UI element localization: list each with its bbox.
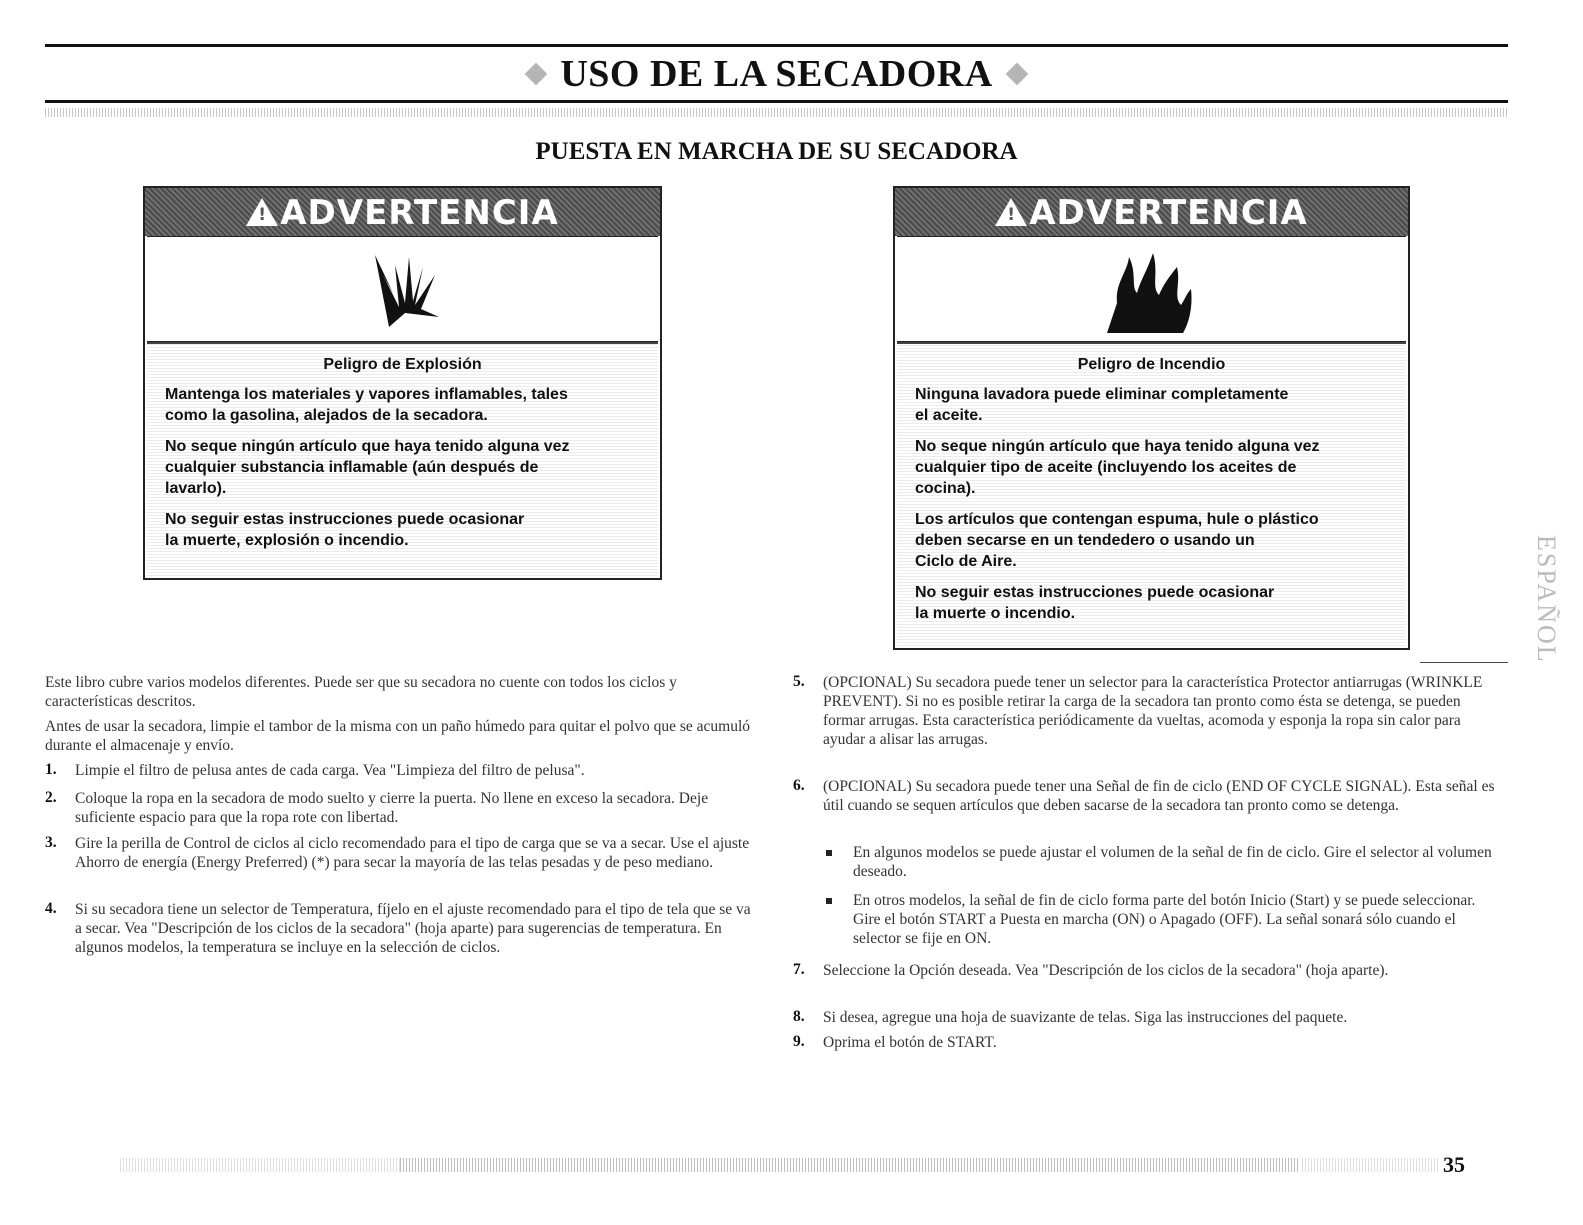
page-title: USO DE LA SECADORA — [45, 52, 1508, 96]
step-number: 2. — [45, 789, 57, 806]
warning-triangle-icon — [246, 198, 278, 226]
step-text: (OPCIONAL) Su secadora puede tener un selector para la característica Protector antiarrugas (WRINKLE PREVENT). Si no es posible retirar la carga de la secadora tan pronto como ésta se detenga, se pueden formar arrugas. Esta característica periódicamente da vueltas, acomoda y esponja la ropa sin calor para ayudar a alisar las arrugas. — [823, 674, 1483, 748]
step-number: 9. — [793, 1033, 805, 1050]
title-rule — [45, 100, 1508, 103]
footer-band — [400, 1158, 1300, 1172]
warning-paragraph: No seque ningún artículo que haya tenido alguna vez cualquier tipo de aceite (incluyendo los aceites de cocina). — [915, 438, 1320, 497]
warning-paragraph: Los artículos que contengan espuma, hule o plástico deben secarse en un tendedero o usando un Ciclo de Aire. — [915, 511, 1319, 570]
step-number: 6. — [793, 777, 805, 794]
warning-paragraph: Mantenga los materiales y vapores inflamables, tales como la gasolina, alejados de la secadora. — [165, 386, 568, 424]
step-number: 4. — [45, 900, 57, 917]
explosion-icon — [365, 245, 445, 335]
warning-paragraph: Ninguna lavadora puede eliminar completamente el aceite. — [915, 386, 1289, 424]
warning-explosion — [143, 186, 662, 580]
fire-icon — [1097, 243, 1197, 339]
warning-paragraph: No seque ningún artículo que haya tenido alguna vez cualquier substancia inflamable (aún después de lavarlo). — [165, 438, 570, 497]
bullet-text: En algunos modelos se puede ajustar el volumen de la señal de fin de ciclo. Gire el selector al volumen deseado. — [853, 844, 1492, 880]
diamond-icon — [525, 63, 548, 86]
dotted-band — [45, 108, 1508, 117]
bullet-icon — [826, 850, 832, 856]
warning-triangle-icon — [995, 198, 1027, 226]
step-number: 5. — [793, 673, 805, 690]
warning-icon-box — [897, 236, 1406, 342]
warning-paragraph: No seguir estas instrucciones puede ocasionar la muerte, explosión o incendio. — [165, 511, 525, 549]
language-tab: ESPAÑOL — [1532, 535, 1561, 664]
warning-fire — [893, 186, 1410, 650]
bullet-text: En otros modelos, la señal de fin de ciclo forma parte del botón Inicio (Start) y se puede seleccionar. Gire el botón START a Puesta en marcha (ON) o Apagado (OFF). La señal sonará sólo cuando el selector se fije en ON. — [853, 892, 1476, 947]
hazard-title: Peligro de Incendio — [1077, 356, 1226, 373]
step-text: (OPCIONAL) Su secadora puede tener una Señal de fin de ciclo (END OF CYCLE SIGNAL). Esta señal es útil cuando se sequen artículos que deben sacarse de la secadora tan pronto como se detenga. — [823, 778, 1495, 814]
step-number: 1. — [45, 761, 57, 778]
diamond-icon — [1005, 63, 1028, 86]
warning-text-panel — [897, 342, 1406, 646]
step-text: Si su secadora tiene un selector de Temperatura, fíjelo en el ajuste recomendado para el tipo de tela que se va a secar. Vea "Descripción de los ciclos de la secadora" (hoja aparte) para sugerencias de temperatura. En algunos modelos, la temperatura se incluye en la selección de ciclos. — [75, 901, 751, 956]
step-text: Coloque la ropa en la secadora de modo suelto y cierre la puerta. No llene en exceso la secadora. Deje suficiente espacio para que la ropa rote con libertad. — [75, 790, 709, 826]
section-title: PUESTA EN MARCHA DE SU SECADORA — [535, 138, 1018, 165]
step-text: Limpie el filtro de pelusa antes de cada carga. Vea "Limpieza del filtro de pelusa". — [75, 762, 585, 779]
top-rule — [45, 44, 1508, 47]
warning-header: !ADVERTENCIA — [895, 188, 1408, 236]
step-number: 7. — [793, 961, 805, 978]
column-rule — [1420, 662, 1508, 663]
step-number: 8. — [793, 1008, 805, 1025]
page-number: 35 — [1443, 1152, 1465, 1177]
intro-paragraph: Antes de usar la secadora, limpie el tambor de la misma con un paño húmedo para quitar el polvo que se acumuló durante el almacenaje y envío. — [45, 718, 751, 754]
warning-icon-box — [147, 236, 658, 342]
step-text: Seleccione la Opción deseada. Vea "Descripción de los ciclos de la secadora" (hoja aparte). — [823, 962, 1389, 979]
bullet-icon — [826, 898, 832, 904]
step-number: 3. — [45, 834, 57, 851]
warning-text-panel — [147, 342, 658, 576]
step-text: Si desea, agregue una hoja de suavizante de telas. Siga las instrucciones del paquete. — [823, 1009, 1348, 1026]
warning-paragraph: No seguir estas instrucciones puede ocasionar la muerte o incendio. — [915, 584, 1275, 622]
step-text: Oprima el botón de START. — [823, 1034, 997, 1051]
intro-paragraph: Este libro cubre varios modelos diferentes. Puede ser que su secadora no cuente con todos los ciclos y características descritos. — [45, 674, 677, 710]
hazard-title: Peligro de Explosión — [323, 356, 482, 373]
step-text: Gire la perilla de Control de ciclos al ciclo recomendado para el tipo de carga que se va a secar. Use el ajuste Ahorro de energía (Energy Preferred) (*) para secar la mayoría de las telas pesadas y de peso mediano. — [75, 835, 750, 871]
warning-header: !ADVERTENCIA — [145, 188, 660, 236]
